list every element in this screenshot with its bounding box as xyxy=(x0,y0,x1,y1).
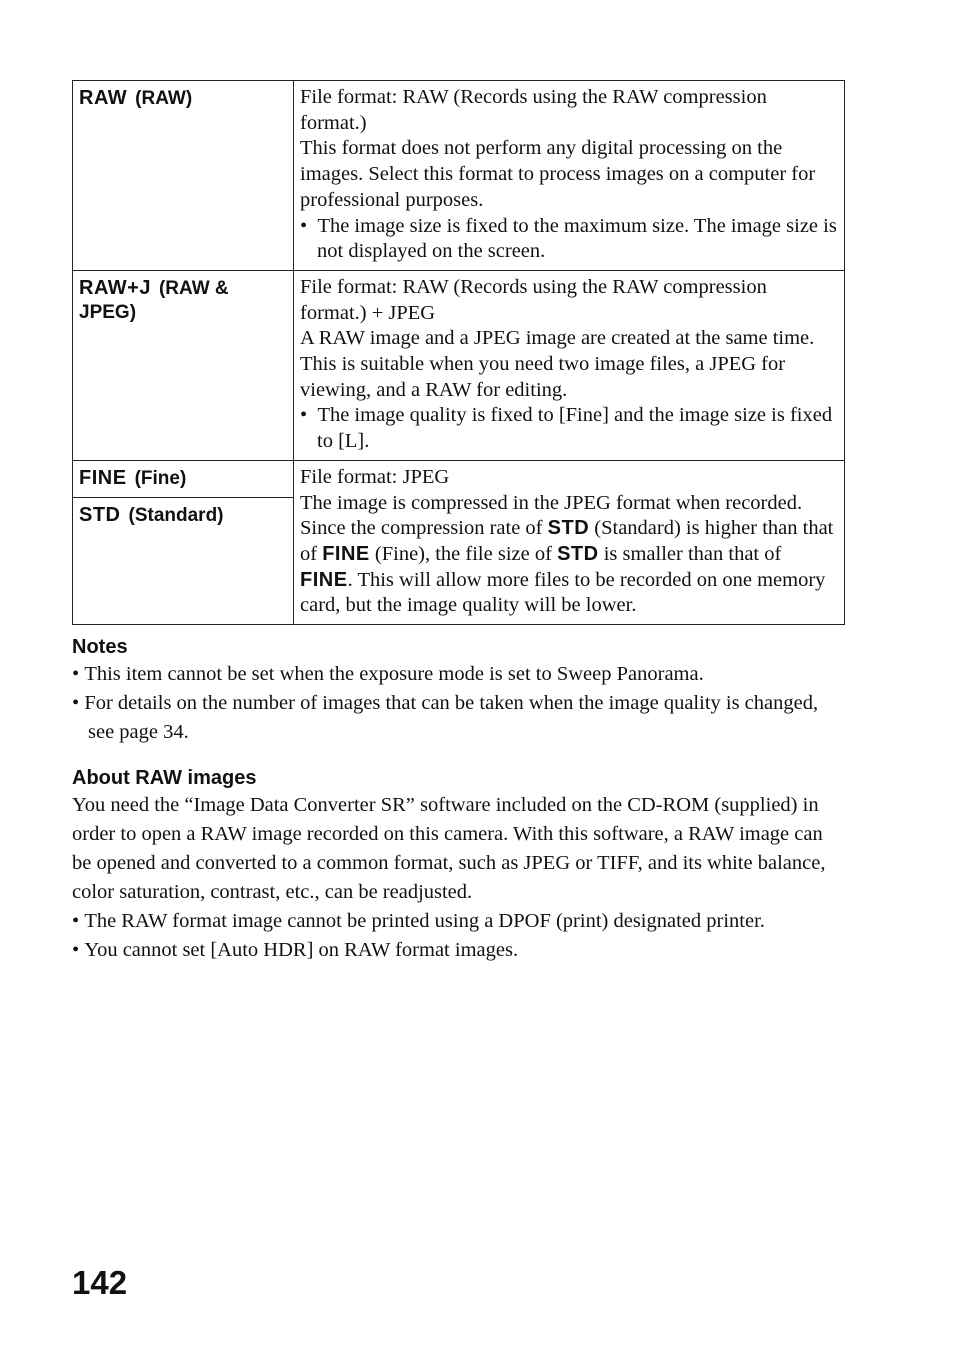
about-item xyxy=(72,907,845,936)
standard-label-cell xyxy=(73,498,294,625)
raw-format-line: File format: RAW (Records using the RAW compression format.) xyxy=(300,86,767,134)
raw-mode-icon: RAW xyxy=(79,87,128,109)
image-quality-table xyxy=(72,80,845,625)
raw-bullet xyxy=(300,214,838,265)
page-content xyxy=(72,80,845,965)
bullet-mark: • xyxy=(72,663,80,686)
jpeg-format-line: File format: JPEG xyxy=(300,465,450,488)
raw-jpeg-bullet-text: The image quality is fixed to [Fine] and the image size is fixed to [L]. xyxy=(317,404,833,453)
table-row-raw-jpeg xyxy=(73,270,845,460)
jpeg-description xyxy=(300,491,838,620)
note-text: For details on the number of images that can be taken when the image quality is changed, see page 34. xyxy=(84,692,819,744)
bullet-mark: • xyxy=(72,692,80,715)
raw-jpeg-format-line: File format: RAW (Records using the RAW compression format.) + JPEG xyxy=(300,275,767,324)
raw-jpeg-label: (RAW & JPEG) xyxy=(79,277,229,323)
bullet-mark: • xyxy=(72,939,80,962)
fine-label-cell xyxy=(73,460,294,497)
note-text: This item cannot be set when the exposure mode is set to Sweep Panorama. xyxy=(84,663,704,686)
raw-description: This format does not perform any digital processing on the images. Select this format to process images on a computer for professional purposes. xyxy=(300,137,816,211)
raw-jpeg-label-cell xyxy=(73,270,294,460)
about-item xyxy=(72,936,845,965)
table-row-raw xyxy=(73,81,845,271)
fine-label: (Fine) xyxy=(134,467,187,489)
raw-bullet-text: The image size is fixed to the maximum size. The image size is not displayed on the screen. xyxy=(317,214,837,263)
notes-heading: Notes xyxy=(72,636,128,659)
fine-mode-icon: FINE xyxy=(79,466,127,489)
table-row-fine xyxy=(73,460,845,497)
bullet-mark: • xyxy=(300,214,308,237)
raw-description-cell xyxy=(294,81,845,271)
note-item xyxy=(72,689,845,747)
raw-label: (RAW) xyxy=(135,88,193,109)
bullet-mark: • xyxy=(300,404,308,427)
fine-mode-icon: FINE xyxy=(300,568,348,591)
std-mode-icon: STD xyxy=(557,542,599,565)
standard-label: (Standard) xyxy=(128,505,224,527)
about-raw-heading: About RAW images xyxy=(72,767,257,790)
raw-jpeg-mode-icon: RAW+J xyxy=(79,276,151,299)
jpeg-text-1: The image is compressed in the JPEG format when recorded. Since the compression rate of xyxy=(300,491,803,540)
fine-mode-icon: FINE xyxy=(322,542,370,565)
std-mode-icon: STD xyxy=(79,504,121,527)
bullet-mark: • xyxy=(72,910,80,933)
about-item-text: You cannot set [Auto HDR] on RAW format images. xyxy=(84,939,519,962)
jpeg-text-4: is smaller than that of xyxy=(598,542,782,565)
raw-jpeg-description: A RAW image and a JPEG image are created at the same time. This is suitable when you need two image files, a JPEG for viewing, and a RAW for editing. xyxy=(300,327,815,401)
jpeg-text-3: (Fine), the file size of xyxy=(369,542,558,565)
raw-jpeg-description-cell xyxy=(294,270,845,460)
about-raw-paragraph: You need the “Image Data Converter SR” software included on the CD-ROM (supplied) in order to open a RAW image recorded on this camera. With this software, a RAW image can be opened and converted to a common format, such as JPEG or TIFF, and its white balance, color saturation, contrast, etc., can be readjusted. xyxy=(72,794,826,904)
jpeg-description-cell xyxy=(294,460,845,624)
page-number: 142 xyxy=(72,1264,128,1301)
raw-jpeg-bullet xyxy=(300,403,838,454)
raw-label-cell xyxy=(73,81,294,271)
note-item xyxy=(72,660,845,689)
std-mode-icon: STD xyxy=(547,517,590,540)
jpeg-text-5: . This will allow more files to be recorded on one memory card, but the image quality will be lower. xyxy=(300,568,826,617)
about-item-text: The RAW format image cannot be printed using a DPOF (print) designated printer. xyxy=(84,910,765,933)
jpeg-text-2: (Standard) is higher than that of xyxy=(300,517,834,565)
